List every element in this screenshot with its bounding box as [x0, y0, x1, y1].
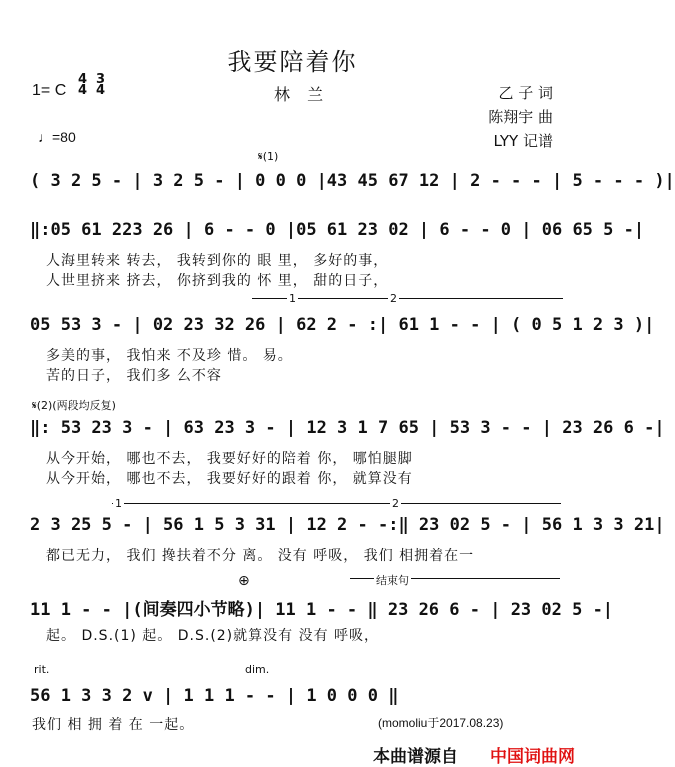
- coda-mark: ⊕: [238, 573, 250, 589]
- notation-row-2: ‖:05 61 223 26 | 6 - - 0 |05 61 23 02 | 6 - - 0 | 06 65 5 -|: [30, 220, 645, 240]
- notation-row-3: 05 53 3 - | 02 23 32 26 | 62 2 - :| 61 1 - - | ( 0 5 1 2 3 )|: [30, 315, 655, 335]
- notation-row-6: 11 1 - - |(间奏四小节略)| 11 1 - - ‖ 23 26 6 - | 23 02 5 -|: [30, 600, 614, 620]
- volta-1b-label: 1: [115, 497, 122, 510]
- lyric-row-3-verse-2: 苦的日子， 我们多 么不容: [46, 368, 222, 384]
- segno-2-mark: 𝄋(2)(两段均反复): [32, 399, 116, 412]
- meter-bottom: 4: [78, 83, 88, 98]
- time-signature-3-4: [96, 74, 105, 96]
- ending-label: 结束句: [376, 574, 409, 587]
- lyric-row-2-verse-1: 人海里转来 转去， 我转到你的 眼 里， 多好的事，: [46, 253, 389, 269]
- notation-row-7: 56 1 3 3 2 v | 1 1 1 - - | 1 0 0 0 ‖: [30, 686, 399, 706]
- volta-2b-bracket: [336, 503, 561, 504]
- lyric-row-4-verse-1: 从今开始， 哪也不去， 我要好好的陪着 你， 哪怕腿脚: [46, 451, 413, 467]
- composer-credit: 陈翔宇 曲: [488, 108, 553, 126]
- meter-bottom: 4: [96, 83, 106, 98]
- key-signature: 1= C: [32, 82, 67, 99]
- source-label: 本曲谱源自: [373, 747, 458, 767]
- meter-top: 3: [96, 72, 106, 87]
- time-signature-4-4: [78, 74, 87, 96]
- lyric-row-7-verse-1: 我们 相 拥 着 在 一起。: [32, 717, 195, 733]
- volta-2-bracket: [333, 298, 563, 299]
- lyric-row-4-verse-2: 从今开始， 哪也不去， 我要好好的跟着 你， 就算没有: [46, 471, 413, 487]
- transcriber-credit: LYY 记谱: [493, 132, 553, 150]
- lyric-row-3-verse-1: 多美的事， 我怕来 不及珍 惜。 易。: [46, 348, 293, 364]
- site-name-link[interactable]: 中国词曲网: [490, 747, 575, 767]
- rit-marking: rit.: [34, 663, 50, 676]
- volta-1-label: 1: [289, 292, 296, 305]
- volta-2-label: 2: [390, 292, 397, 305]
- lyricist-credit: 乙 子 词: [498, 84, 553, 102]
- lyric-row-5-verse-1: 都已无力， 我们 搀扶着不分 离。 没有 呼吸， 我们 相拥着在一: [46, 548, 475, 564]
- volta-2b-label: 2: [392, 497, 399, 510]
- song-title: 我要陪着你: [227, 48, 358, 76]
- lyric-row-2-verse-2: 人世里挤来 挤去， 你挤到我的 怀 里， 甜的日子，: [46, 273, 389, 289]
- notation-row-5: 2 3 25 5 - | 56 1 5 3 31 | 12 2 - -:‖ 23 02 5 - | 56 1 3 3 21|: [30, 515, 665, 535]
- notation-row-1: ( 3 2 5 - | 3 2 5 - | 0 0 0 |43 45 67 12 | 2 - - - | 5 - - - )|: [30, 171, 675, 191]
- lyric-row-6-verse-1: 起。 D.S.(1) 起。 D.S.(2)就算没有 没有 呼吸，: [46, 628, 380, 644]
- dim-marking: dim.: [245, 663, 270, 676]
- tempo-marking: ♩=80: [38, 129, 76, 145]
- meter-top: 4: [78, 72, 88, 87]
- segno-1-mark: 𝄋(1): [258, 150, 279, 163]
- notation-row-4: ‖: 53 23 3 - | 63 23 3 - | 12 3 1 7 65 | 53 3 - - | 23 26 6 -|: [30, 418, 665, 438]
- transcriber-signature: (momoliu于2017.08.23): [378, 716, 504, 730]
- singer-name: 林 兰: [274, 85, 330, 104]
- volta-1b-bracket: [112, 503, 337, 504]
